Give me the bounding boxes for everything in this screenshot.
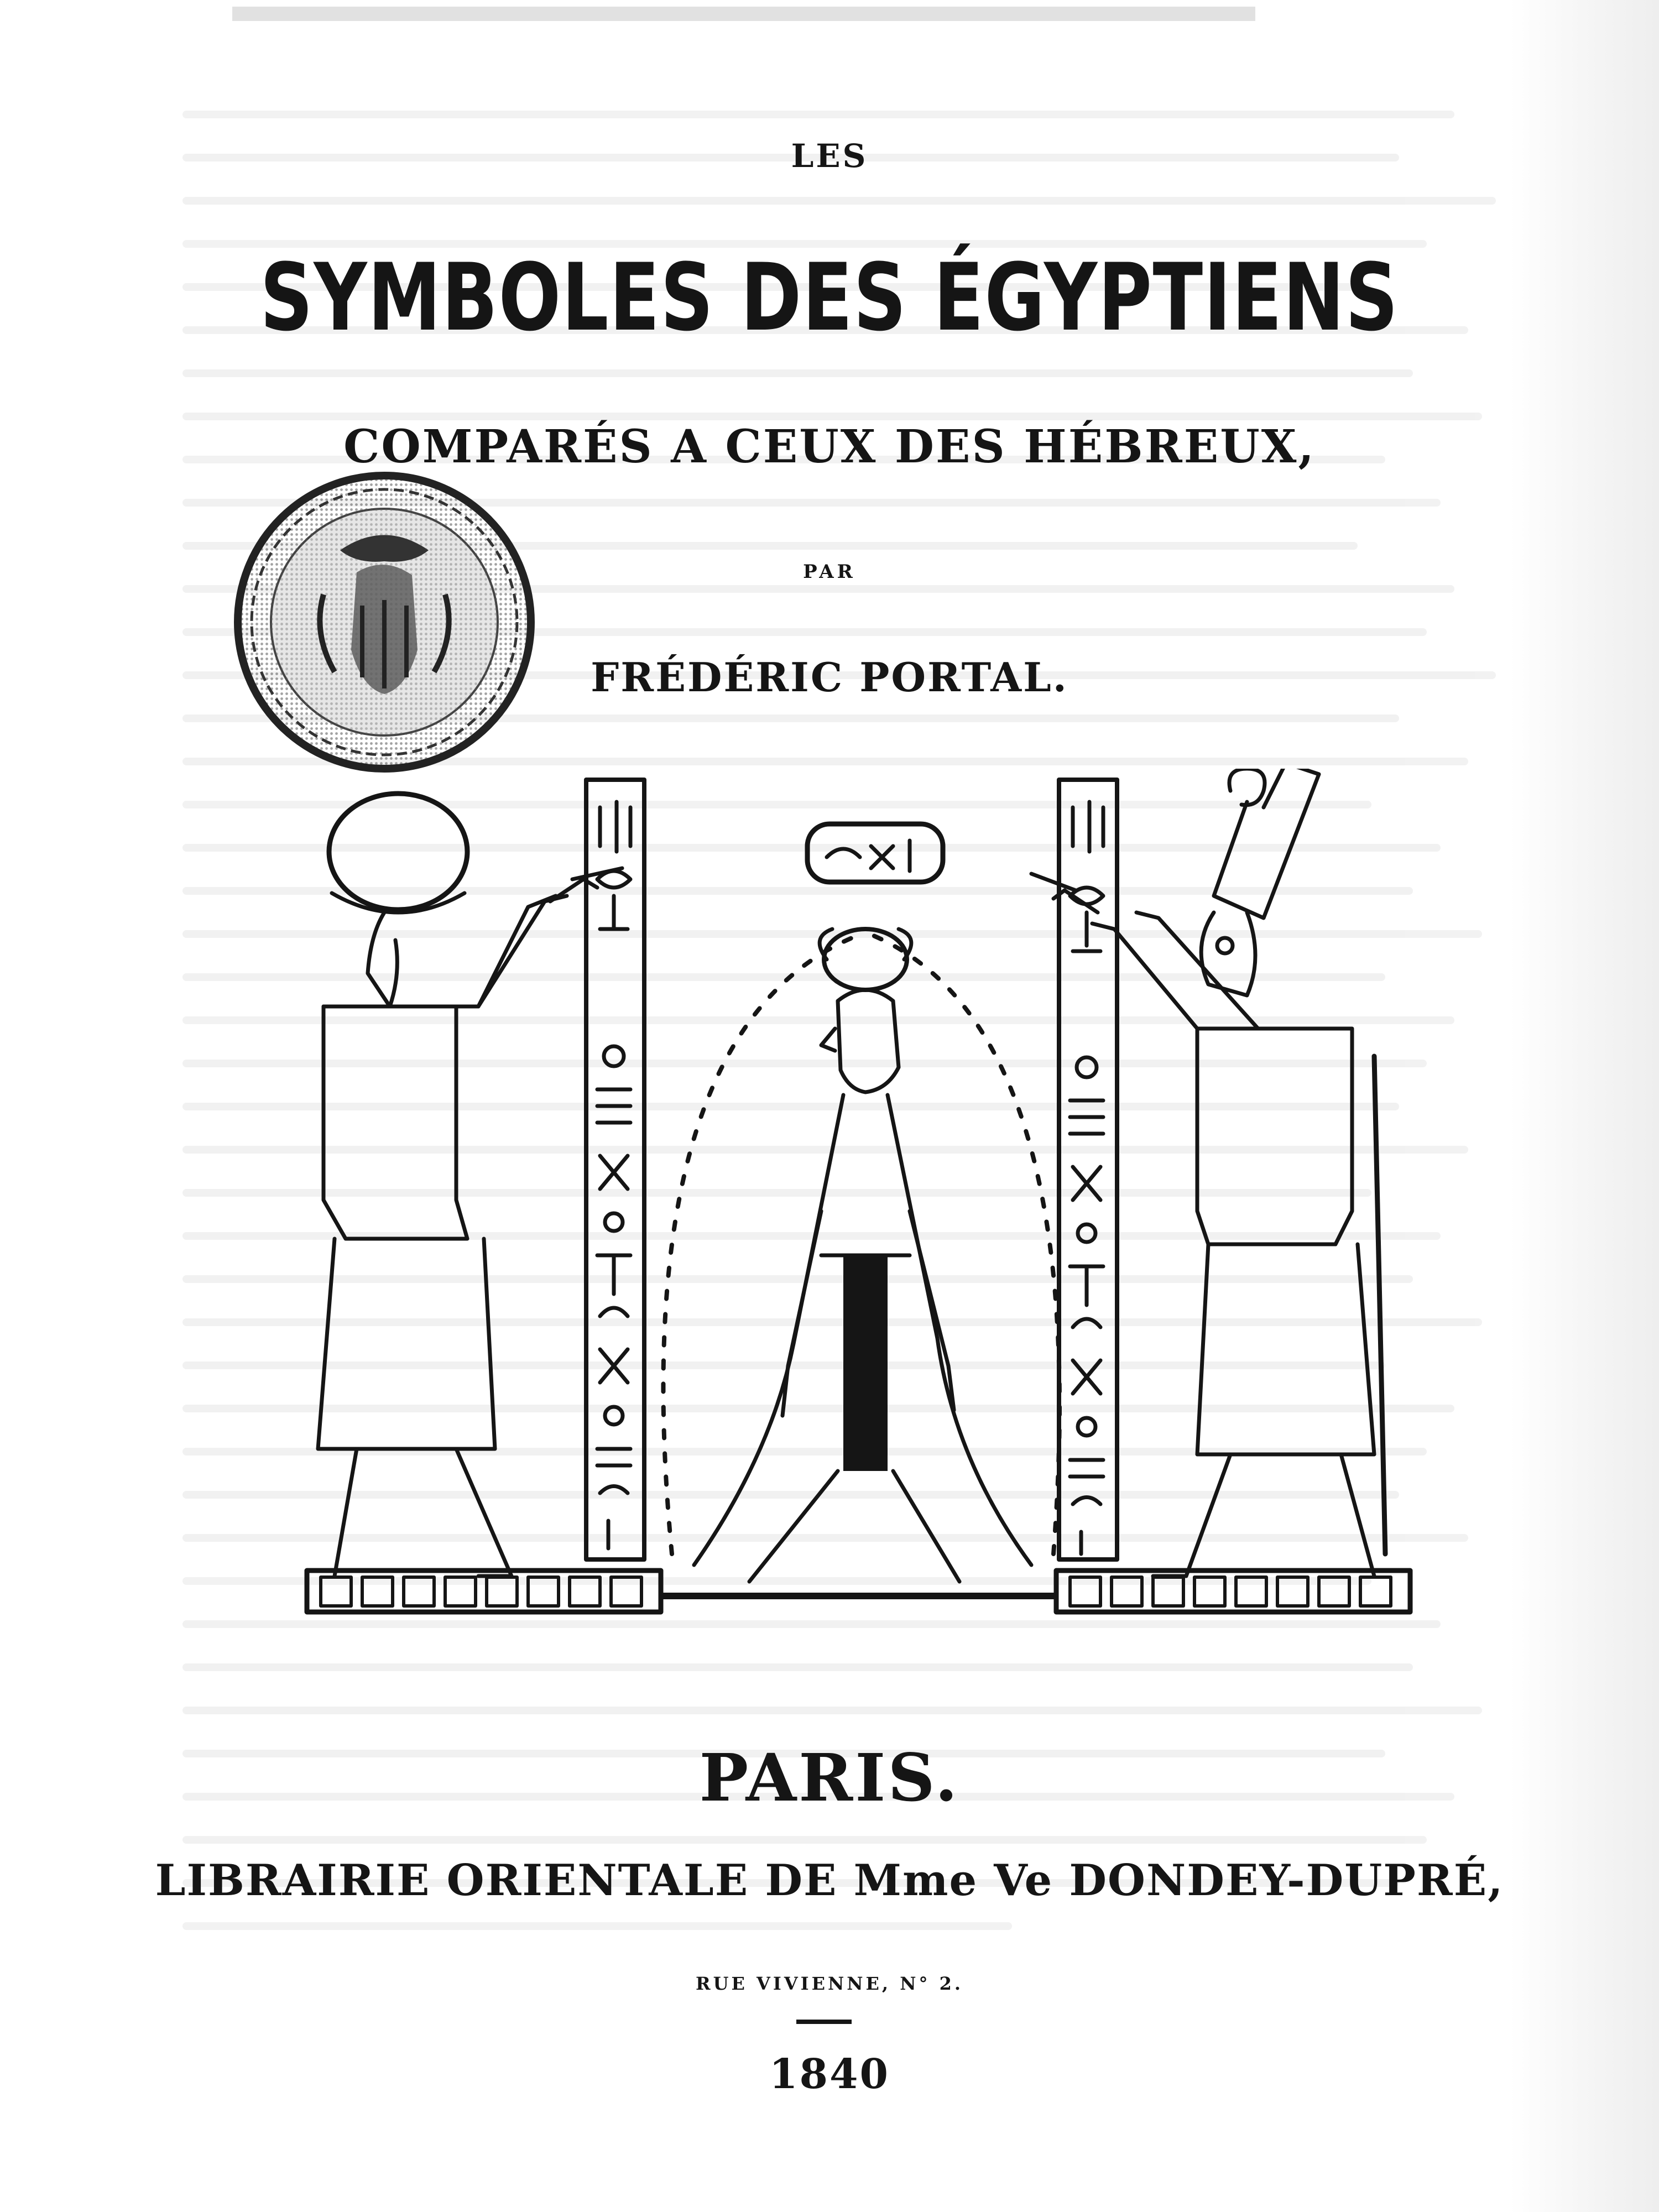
publication-year: 1840 [769,2051,890,2098]
left-purification-stream [663,935,860,1554]
egyptian-engraving [290,769,1430,1642]
by-line: PAR [803,561,856,583]
left-hieroglyph-column [586,780,644,1559]
right-hieroglyph-column [1059,780,1117,1559]
left-deity-thoth [318,794,622,1576]
publication-place: PARIS. [699,1739,960,1816]
publisher-name: LIBRAIRIE ORIENTALE DE Mme Ve DONDEY-DUPRÉ, [155,1855,1504,1906]
library-stamp [229,467,539,777]
top-shadow-strip [232,7,1255,21]
title-article: LES [791,137,868,175]
ornamental-rule [796,2020,852,2024]
right-base-cartouches [1070,1577,1391,1606]
book-subtitle: COMPARÉS A CEUX DES HÉBREUX, [343,420,1316,473]
publisher-address: RUE VIVIENNE, N° 2. [696,1973,963,1994]
author-name: FRÉDÉRIC PORTAL. [591,654,1068,701]
left-base-cartouches [321,1577,641,1606]
book-title: SYMBOLES DES ÉGYPTIENS [260,243,1399,352]
royal-cartouche [807,824,943,882]
right-purification-stream [871,935,1060,1554]
